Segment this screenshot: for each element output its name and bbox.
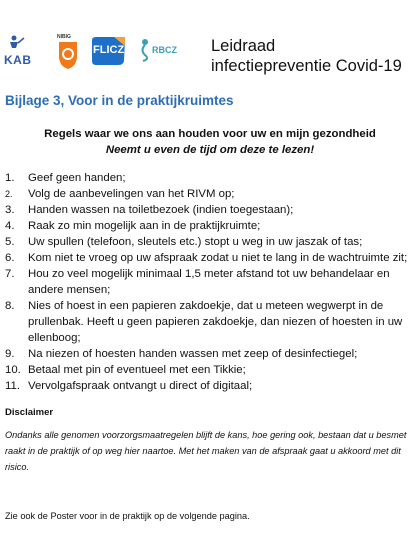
disclaimer-heading: Disclaimer [5,407,54,418]
rule-text-line: Geef geen handen; [28,172,126,184]
rule-text-line: Volg de aanbevelingen van het RIVM op; [28,188,235,200]
flicz-logo-text: FLICZ [93,44,125,56]
kab-figure-icon [4,34,42,54]
rule-item [0,202,420,218]
document-title-line2: infectiepreventie Covid-19 [211,57,402,75]
rule-number: 10. [5,364,21,376]
rbcz-logo [138,38,188,64]
rule-text-line: Raak zo min mogelijk aan in de praktijkruimte; [28,220,261,232]
nibig-logo [57,34,79,70]
rule-item [0,218,420,234]
rule-text-line: Vervolgafspraak ontvangt u direct of digitaal; [28,380,253,392]
rule-text-line: Betaal met pin of eventueel met een Tikkie; [28,364,246,376]
intro-block [0,126,420,158]
rule-text-line: Handen wassen na toiletbezoek (indien toegestaan); [28,204,294,216]
rule-number: 11. [5,380,20,392]
kab-logo [4,34,42,70]
rule-text-line: Nies of hoest in een papieren zakdoekje, dat u meteen wegwerpt in de [28,300,384,312]
kab-logo-text: KAB [4,53,32,67]
rule-number: 3. [5,204,15,216]
rule-item [0,186,420,202]
rule-number: 9. [5,348,15,360]
rule-text-line: prullenbak. Heeft u geen papieren zakdoekje, dan niezen of hoesten in uw [28,316,403,328]
rule-number: 7. [5,268,15,280]
logo-bar [4,34,200,70]
document-title [211,36,402,76]
rule-text-line: Kom niet te vroeg op uw afspraak zodat u niet te lang in de wachtruimte zit; [28,252,408,264]
rule-item [0,266,420,298]
rule-item [0,170,420,186]
rule-number: 6. [5,252,15,264]
rule-item [0,298,420,346]
rule-text-line: Na niezen of hoesten handen wassen met zeep of desinfectiegel; [28,348,358,360]
rule-item [0,250,420,266]
rule-number: 4. [5,220,15,232]
rule-number: 8. [5,300,15,312]
rule-item [0,378,420,394]
footnote: Zie ook de Poster voor in de praktijk op de volgende pagina. [5,511,250,521]
rule-text-line: Hou zo veel mogelijk minimaal 1,5 meter afstand tot uw behandelaar en [28,268,390,280]
rbcz-logo-text: RBCZ [152,45,177,55]
nibig-logo-text: NIBIG [57,34,71,40]
section-heading: Bijlage 3, Voor in de praktijkruimtes [5,93,234,108]
rule-item [0,362,420,378]
rule-number: 1. [5,172,15,184]
rule-item [0,234,420,250]
rule-number: 2. [5,189,13,199]
rule-text-line: andere mensen; [28,284,111,296]
rule-number: 5. [5,236,15,248]
rule-text-line: Uw spullen (telefoon, sleutels etc.) stopt u weg in uw jaszak of tas; [28,236,363,248]
disclaimer-text: Ondanks alle genomen voorzorgsmaatregelen blijft de kans, hoe gering ook, bestaan dat u besmet raakt in de praktijk of op weg hier naartoe. Met het maken van de afspraak gaat u akkoord met dit risico. [5,430,407,472]
flicz-logo [90,36,126,66]
intro-line2: Neemt u even de tijd om deze te lezen! [105,144,315,156]
rule-item [0,346,420,362]
rules-list [0,170,420,394]
rule-text-line: ellenboog; [28,332,81,344]
document-title-line1: Leidraad [211,37,276,55]
nibig-shield-icon [57,40,79,70]
intro-line1: Regels waar we ons aan houden voor uw en mijn gezondheid [44,128,376,140]
rbcz-figure-icon [138,38,152,62]
